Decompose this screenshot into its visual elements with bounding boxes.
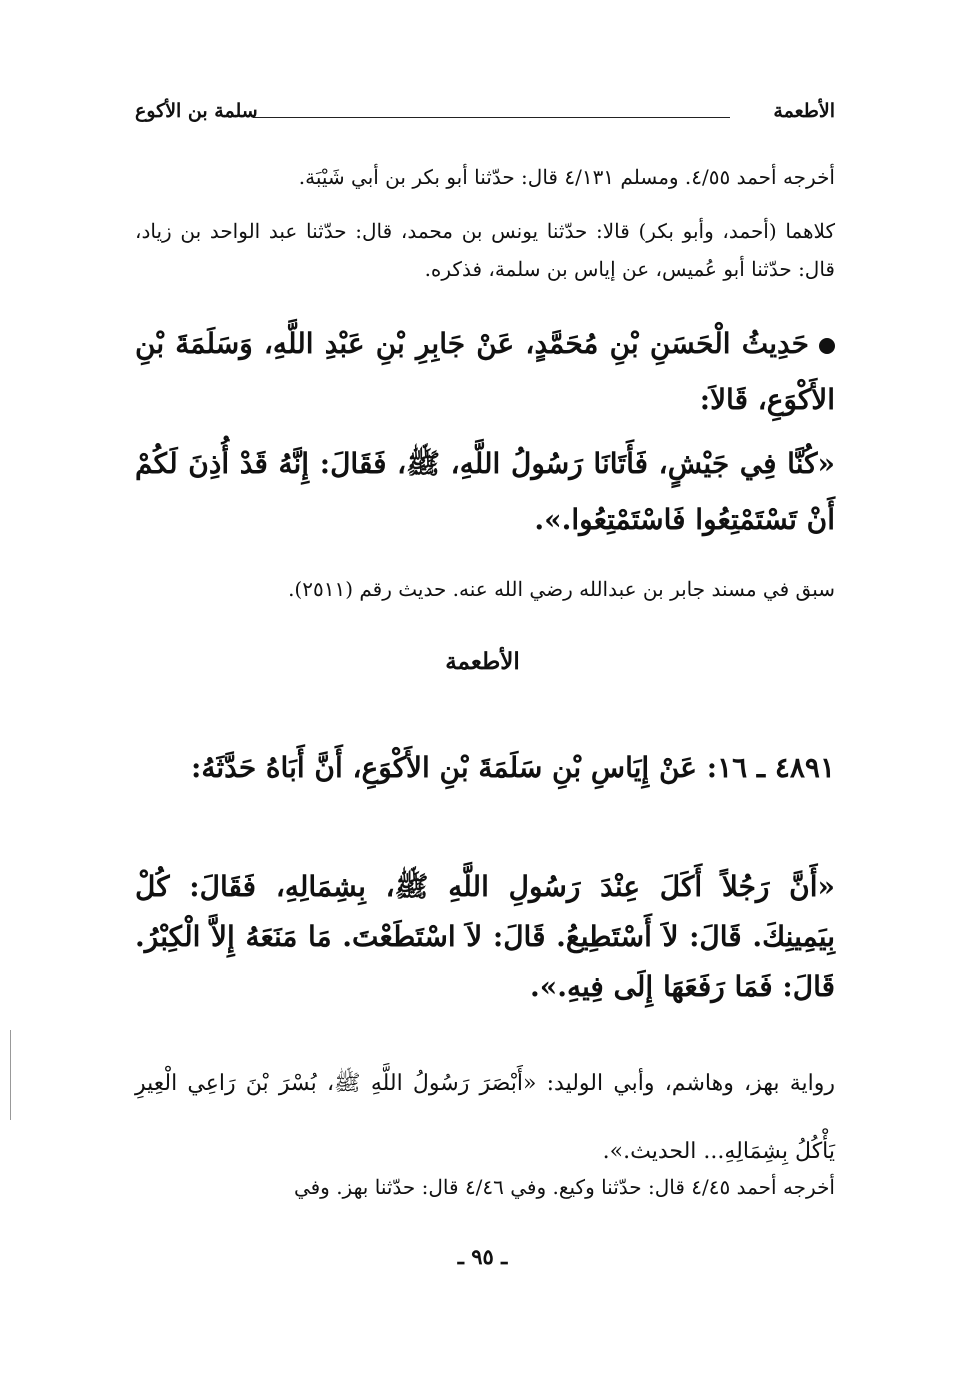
source-note-1: أخرجه أحمد ٤/٥٥. ومسلم ٤/١٣١ قال: حدّثنا أبو بكر بن أبي شَيْبَة. xyxy=(298,165,835,189)
header-chapter-title: الأطعمة xyxy=(773,100,835,122)
scan-margin-line xyxy=(10,1030,11,1120)
section-heading: الأطعمة xyxy=(445,648,520,675)
source-note-3: أخرجه أحمد ٤/٤٥ قال: حدّثنا وكيع. وفي ٤/٤٦ قال: حدّثنا بهز. وفي xyxy=(293,1175,835,1199)
hadith-text-1: «كُنَّا فِي جَيْشٍ، فَأَتَانَا رَسُولُ اللَّهِ، ﷺ، فَقَالَ: إِنَّهُ قَدْ أُذِنَ لَكُمْ أَنْ تَسْتَمْتِعُوا فَاسْتَمْتِعُوا.». xyxy=(135,447,835,536)
hadith-text-2: «أَنَّ رَجُلاً أَكَلَ عِنْدَ رَسُولِ اللَّهِ ﷺ، بِشِمَالِهِ، فَقَالَ: كُلْ بِيَمِينِكَ. قَالَ: لاَ أَسْتَطِيعُ. قَالَ: لاَ اسْتَطَعْتَ. مَا مَنَعَهُ إِلاَّ الْكِبْرُ. قَالَ: فَمَا رَفَعَهَا إِلَى فِيهِ.». xyxy=(135,870,835,1003)
narration-variant-note: رواية بهز، وهاشم، وأبي الوليد: «أَبْصَرَ رَسُولُ اللَّهِ ﷺ، بُسْرَ بْنَ رَاعِي الْعِيرِ يَأْكُلُ بِشِمَالِهِ... الحديث.». xyxy=(135,1071,835,1164)
header-section-title: سلمة بن الأكوع xyxy=(135,100,258,122)
header-rule xyxy=(253,117,730,118)
bullet-icon xyxy=(819,338,835,354)
source-note-2: كلاهما (أحمد، وأبو بكر) قالا: حدّثنا يونس بن محمد، قال: حدّثنا عبد الواحد بن زياد، قال: حدّثنا أبو عُميس، عن إياس بن سلمة، فذكره. xyxy=(135,219,835,281)
hadith-number-intro: ٤٨٩١ ـ ١٦: عَنْ إِيَاسِ بْنِ سَلَمَةَ بْنِ الأَكْوَعِ، أَنَّ أَبَاهُ حَدَّثَهُ: xyxy=(190,751,835,784)
cross-reference-note: سبق في مسند جابر بن عبدالله رضي الله عنه. حديث رقم (٢٥١١). xyxy=(288,577,835,601)
hadith-heading-1 xyxy=(135,316,835,428)
hadith-heading-text: حَدِيثُ الْحَسَنِ بْنِ مُحَمَّدٍ، عَنْ جَابِرِ بْنِ عَبْدِ اللَّهِ، وَسَلَمَةَ بْنِ الأَكْوَعِ، قَالاَ: xyxy=(135,327,835,416)
running-header xyxy=(135,96,835,130)
page-number: ـ ٩٥ ـ xyxy=(457,1244,508,1269)
